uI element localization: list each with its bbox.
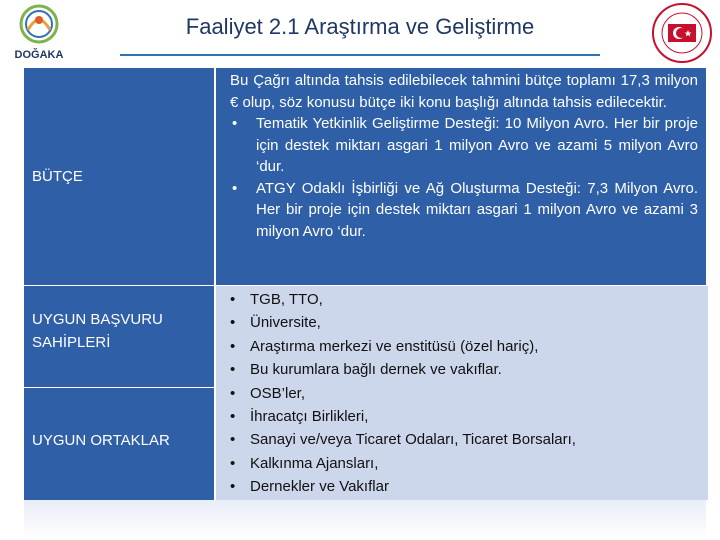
kalkinma-bakanligi-seal-icon <box>648 2 716 64</box>
budget-item: • Tematik Yetkinlik Geliştirme Desteği: 10 Milyon Avro. Her bir proje için destek miktarı asgari 1 milyon Avro ve azami 5 milyon Avro ‘dur. <box>232 115 698 175</box>
bullet-icon: • <box>230 454 236 472</box>
slide-header <box>0 0 720 66</box>
list-item: • OSB’ler, <box>228 382 576 405</box>
budget-text <box>230 70 698 242</box>
budget-content-cell <box>214 68 706 286</box>
budget-item: • ATGY Odaklı İşbirliği ve Ağ Oluşturma Desteği: 7,3 Milyon Avro. Her bir proje için destek miktarı asgari 1 milyon Avro ve azami 3 milyon Avro ‘dur. <box>232 179 698 240</box>
page-title: Faaliyet 2.1 Araştırma ve Geliştirme <box>185 14 535 39</box>
list-item: • Araştırma merkezi ve enstitüsü (özel hariç), <box>228 335 576 358</box>
bullet-icon: • <box>230 384 236 402</box>
budget-label: BÜTÇE <box>32 168 83 185</box>
bullet-icon: • <box>230 337 236 355</box>
partners-label: UYGUN ORTAKLAR <box>32 432 170 449</box>
applicants-label-cell <box>24 286 214 388</box>
bullet-icon: • <box>230 361 236 379</box>
dogaka-logo-icon <box>6 2 72 64</box>
partners-label-cell <box>24 388 214 500</box>
bullet-icon: • <box>230 291 236 308</box>
budget-label-cell <box>24 68 214 286</box>
bullet-icon: • <box>230 478 236 496</box>
bottom-shade <box>24 500 706 540</box>
bullet-icon: • <box>232 179 238 197</box>
title-underline <box>120 6 600 56</box>
list-item: • Sanayi ve/veya Ticaret Odaları, Ticaret Borsaları, <box>228 428 576 451</box>
eligible-list <box>228 288 576 499</box>
svg-text:DOĞAKA: DOĞAKA <box>14 49 64 61</box>
list-item: • Dernekler ve Vakıflar <box>228 475 576 498</box>
list-item: • Kalkınma Ajansları, <box>228 452 576 475</box>
list-item: • Üniversite, <box>228 311 576 334</box>
list-item: • Bu kurumlara bağlı dernek ve vakıflar. <box>228 358 576 381</box>
applicants-label-line2: SAHİPLERİ <box>32 334 111 351</box>
bullet-icon: • <box>232 115 238 132</box>
applicants-label-line1: UYGUN BAŞVURU <box>32 311 163 328</box>
bullet-icon: • <box>230 431 236 449</box>
info-table <box>24 68 706 500</box>
lists-background <box>216 286 708 500</box>
bullet-icon: • <box>230 408 236 426</box>
bullet-icon: • <box>230 314 236 332</box>
budget-intro: Bu Çağrı altında tahsis edilebilecek tahmini bütçe toplamı 17,3 milyon € olup, söz konusu bütçe iki konu başlığı altında tahsis edilecektir. <box>230 72 698 111</box>
lists-content-cell <box>214 286 706 500</box>
list-item: • İhracatçı Birlikleri, <box>228 405 576 428</box>
list-item: • TGB, TTO, <box>228 288 576 311</box>
